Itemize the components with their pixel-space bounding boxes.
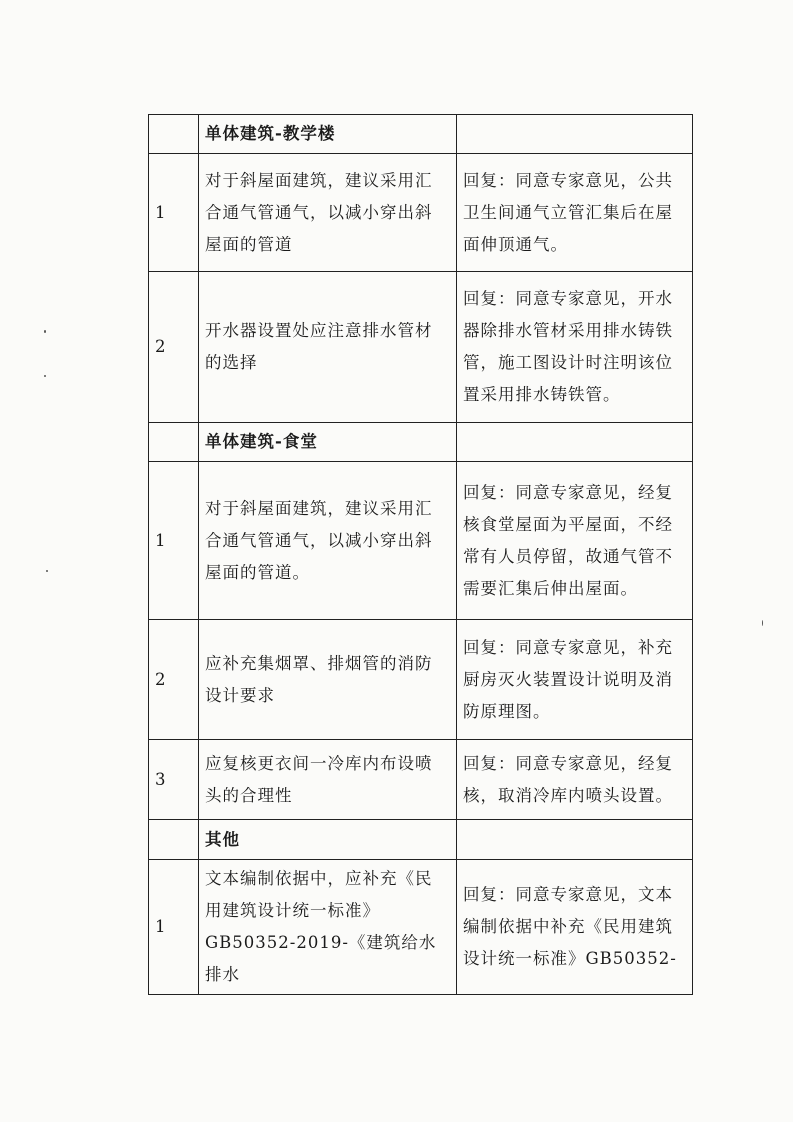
expert-opinion: 开水器设置处应注意排水管材 的选择 xyxy=(199,272,457,423)
reply-text: 回复：同意专家意见，经复 核，取消冷库内喷头设置。 xyxy=(457,740,693,820)
section-header-row xyxy=(149,115,693,154)
section-header-row xyxy=(149,423,693,462)
scan-speck xyxy=(762,620,763,626)
table-row xyxy=(149,740,693,820)
expert-opinion: 对于斜屋面建筑，建议采用汇 合通气管通气，以减小穿出斜 屋面的管道 xyxy=(199,154,457,272)
table-row xyxy=(149,154,693,272)
section-title: 其他 xyxy=(199,820,457,860)
row-number: 1 xyxy=(149,154,199,272)
row-number: 2 xyxy=(149,620,199,740)
scan-speck xyxy=(44,330,46,333)
row-number: 2 xyxy=(149,272,199,423)
row-number: 3 xyxy=(149,740,199,820)
section-title: 单体建筑-食堂 xyxy=(199,423,457,462)
table-row xyxy=(149,860,693,995)
reply-text: 回复：同意专家意见，公共 卫生间通气立管汇集后在屋 面伸顶通气。 xyxy=(457,154,693,272)
section-number-cell xyxy=(149,820,199,860)
expert-opinion: 文本编制依据中，应补充《民 用建筑设计统一标准》 GB50352-2019-《建筑给水排水 xyxy=(199,860,457,995)
expert-opinion: 对于斜屋面建筑，建议采用汇 合通气管通气，以减小穿出斜 屋面的管道。 xyxy=(199,462,457,620)
section-header-row xyxy=(149,820,693,860)
section-number-cell xyxy=(149,115,199,154)
reply-text: 回复：同意专家意见，文本 编制依据中补充《民用建筑 设计统一标准》GB50352- xyxy=(457,860,693,995)
reply-text: 回复：同意专家意见，经复 核食堂屋面为平屋面，不经 常有人员停留，故通气管不 需要汇集后伸出屋面。 xyxy=(457,462,693,620)
section-title: 单体建筑-教学楼 xyxy=(199,115,457,154)
table-row xyxy=(149,272,693,423)
reply-text: 回复：同意专家意见，开水 器除排水管材采用排水铸铁 管，施工图设计时注明该位 置采用排水铸铁管。 xyxy=(457,272,693,423)
table-row xyxy=(149,462,693,620)
section-reply-cell xyxy=(457,115,693,154)
expert-opinion: 应复核更衣间一冷库内布设喷 头的合理性 xyxy=(199,740,457,820)
reply-text: 回复：同意专家意见，补充 厨房灭火装置设计说明及消 防原理图。 xyxy=(457,620,693,740)
section-number-cell xyxy=(149,423,199,462)
section-reply-cell xyxy=(457,820,693,860)
expert-opinion: 应补充集烟罩、排烟管的消防 设计要求 xyxy=(199,620,457,740)
scan-speck xyxy=(46,570,48,572)
table-row xyxy=(149,620,693,740)
row-number: 1 xyxy=(149,860,199,995)
section-reply-cell xyxy=(457,423,693,462)
row-number: 1 xyxy=(149,462,199,620)
scan-speck xyxy=(44,375,46,377)
review-table xyxy=(148,114,693,995)
